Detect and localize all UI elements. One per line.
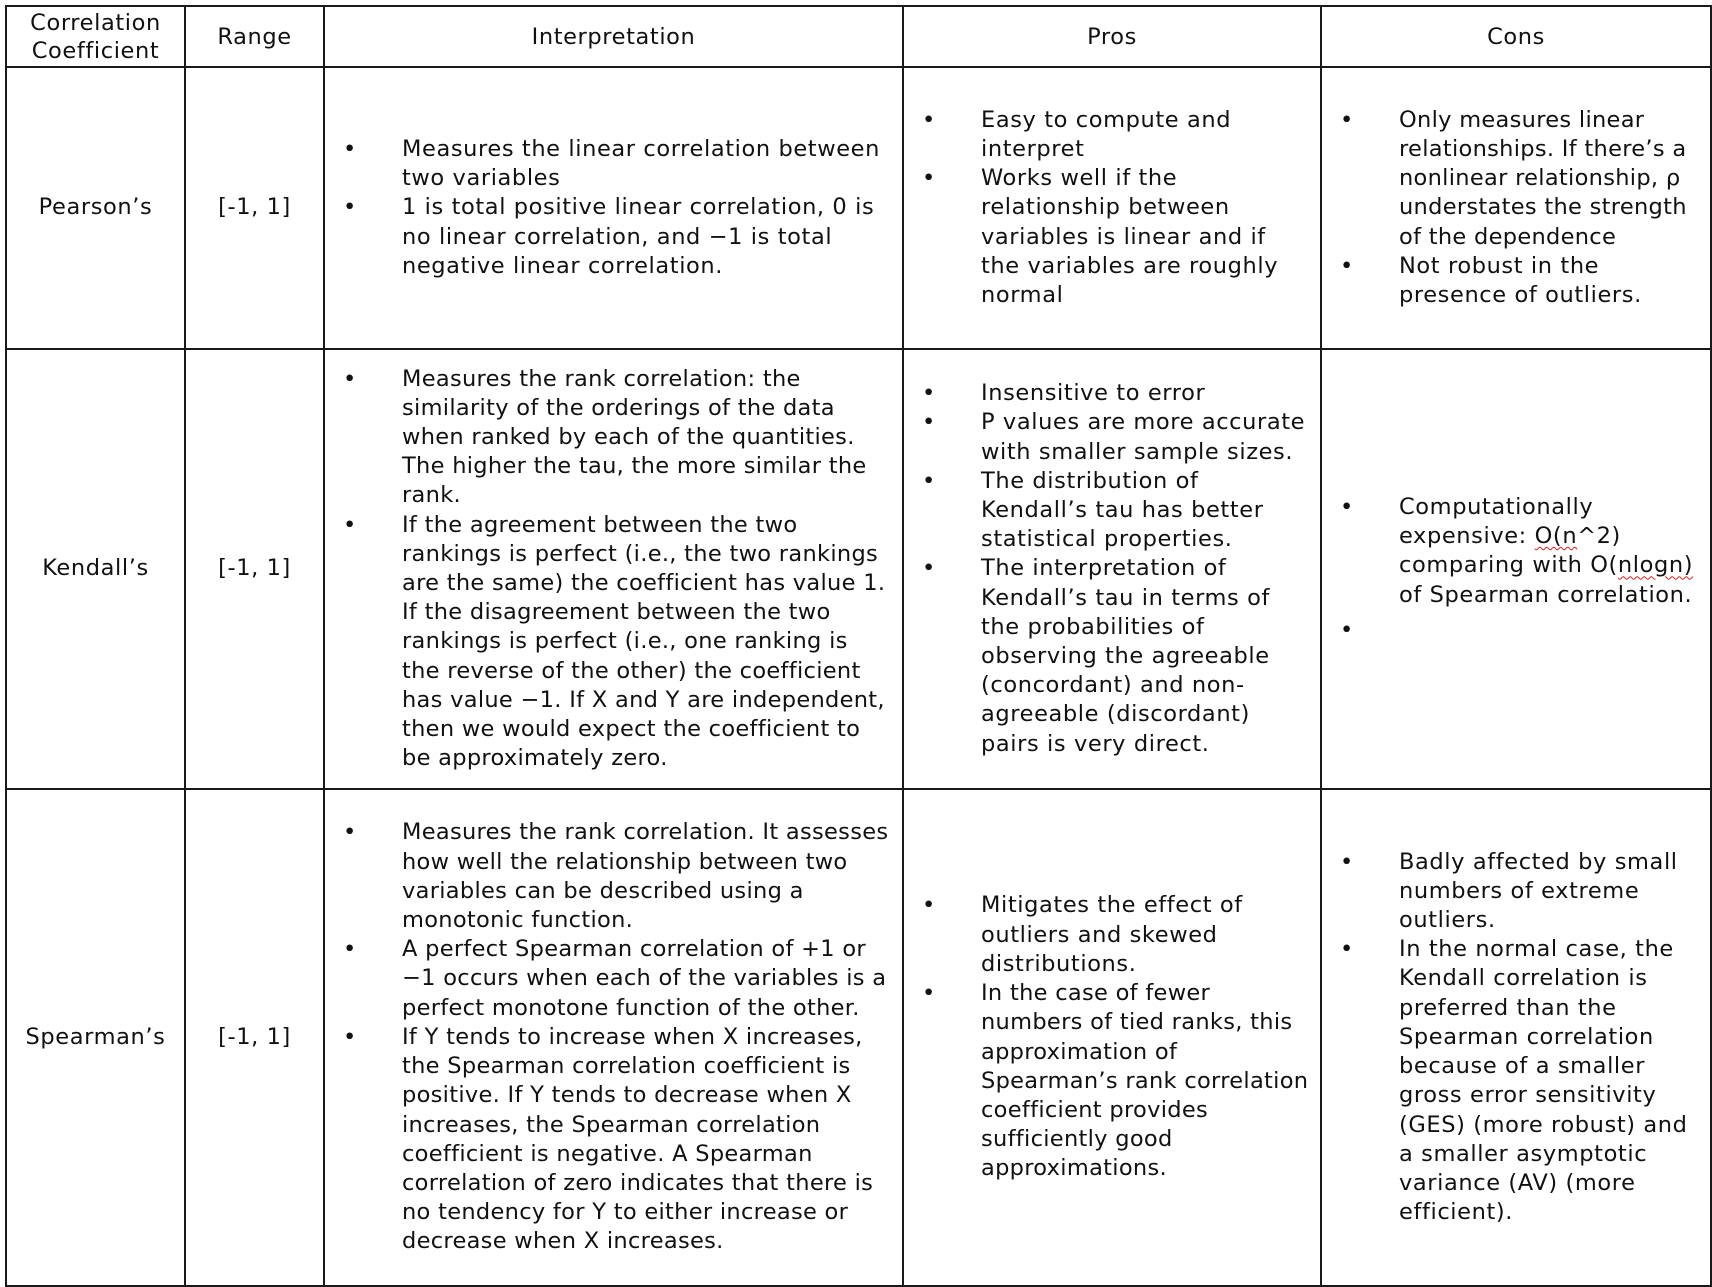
header-pros: Pros bbox=[903, 6, 1321, 67]
pros-cell bbox=[903, 67, 1321, 349]
list-item: • Not robust in the presence of outliers. bbox=[1322, 252, 1710, 310]
coefficient-range: [-1, 1] bbox=[185, 67, 324, 349]
coefficient-name: Kendall’s bbox=[6, 349, 185, 789]
list-item: • The distribution of Kendall’s tau has better statistical properties. bbox=[904, 467, 1320, 555]
list-item: • Only measures linear relationships. If there’s a nonlinear relationship, ρ understates the strength of the dependence bbox=[1322, 106, 1710, 252]
pros-list bbox=[904, 379, 1320, 759]
correlation-comparison-table bbox=[5, 5, 1712, 1287]
spellcheck-underline: O(n bbox=[1534, 523, 1578, 550]
list-item: • 1 is total positive linear correlation, 0 is no linear correlation, and −1 is total negative linear correlation. bbox=[325, 193, 902, 281]
list-item: • In the normal case, the Kendall correlation is preferred than the Spearman correlation because of a smaller gross error sensitivity (GES) (more robust) and a smaller asymptotic variance (AV) (more efficient). bbox=[1322, 935, 1710, 1227]
pros-cell bbox=[903, 789, 1321, 1286]
list-item: • Badly affected by small numbers of extreme outliers. bbox=[1322, 848, 1710, 936]
header-coefficient: Correlation Coefficient bbox=[6, 6, 185, 67]
cons-list bbox=[1322, 493, 1710, 645]
header-row bbox=[6, 6, 1711, 67]
cons-list bbox=[1322, 106, 1710, 310]
list-item: • Computationally expensive: O(n^2) comparing with O(nlogn) of Spearman correlation. bbox=[1322, 493, 1710, 610]
coefficient-range: [-1, 1] bbox=[185, 789, 324, 1286]
header-range: Range bbox=[185, 6, 324, 67]
table-row-kendall bbox=[6, 349, 1711, 789]
list-item: • Mitigates the effect of outliers and skewed distributions. bbox=[904, 891, 1320, 979]
list-item: • Measures the rank correlation: the similarity of the orderings of the data when ranked by each of the quantities. The higher the tau, the more similar the rank. bbox=[325, 365, 902, 511]
cons-cell bbox=[1321, 349, 1711, 789]
interpretation-list bbox=[325, 818, 902, 1256]
interpretation-list bbox=[325, 135, 902, 281]
header-cons: Cons bbox=[1321, 6, 1711, 67]
interpretation-cell bbox=[324, 67, 903, 349]
coefficient-name: Pearson’s bbox=[6, 67, 185, 349]
list-item: • Measures the rank correlation. It assesses how well the relationship between two variables can be described using a monotonic function. bbox=[325, 818, 902, 935]
cons-list bbox=[1322, 848, 1710, 1228]
cons-cell bbox=[1321, 789, 1711, 1286]
interpretation-cell bbox=[324, 789, 903, 1286]
table-row-spearman bbox=[6, 789, 1711, 1286]
list-item: • P values are more accurate with smaller sample sizes. bbox=[904, 408, 1320, 466]
list-item-empty bbox=[1322, 616, 1710, 645]
coefficient-range: [-1, 1] bbox=[185, 349, 324, 789]
list-item: • Works well if the relationship between variables is linear and if the variables are roughly normal bbox=[904, 164, 1320, 310]
pros-cell bbox=[903, 349, 1321, 789]
list-item: • The interpretation of Kendall’s tau in terms of the probabilities of observing the agreeable (concordant) and non-agreeable (discordant) pairs is very direct. bbox=[904, 554, 1320, 758]
cons-cell bbox=[1321, 67, 1711, 349]
spellcheck-underline: nlogn) bbox=[1617, 552, 1694, 579]
list-item: • Easy to compute and interpret bbox=[904, 106, 1320, 164]
list-item: • If the agreement between the two rankings is perfect (i.e., the two rankings are the same) the coefficient has value 1. If the disagreement between the two rankings is perfect (i.e., one ranking is the reverse of the other) the coefficient has value −1. If X and Y are independent, then we would expect the coefficient to be approximately zero. bbox=[325, 511, 902, 774]
header-interpretation: Interpretation bbox=[324, 6, 903, 67]
pros-list bbox=[904, 106, 1320, 310]
coefficient-name: Spearman’s bbox=[6, 789, 185, 1286]
list-item: • A perfect Spearman correlation of +1 or −1 occurs when each of the variables is a perfect monotone function of the other. bbox=[325, 935, 902, 1023]
list-item: • Insensitive to error bbox=[904, 379, 1320, 408]
pros-list bbox=[904, 891, 1320, 1183]
list-item: • If Y tends to increase when X increases, the Spearman correlation coefficient is positive. If Y tends to decrease when X increases, the Spearman correlation coefficient is negative. A Spearman correlation of zero indicates that there is no tendency for Y to either increase or decrease when X increases. bbox=[325, 1023, 902, 1257]
list-item: • Measures the linear correlation between two variables bbox=[325, 135, 902, 193]
list-item: • In the case of fewer numbers of tied ranks, this approximation of Spearman’s rank correlation coefficient provides sufficiently good approximations. bbox=[904, 979, 1320, 1183]
interpretation-list bbox=[325, 365, 902, 774]
table-row-pearson bbox=[6, 67, 1711, 349]
interpretation-cell bbox=[324, 349, 903, 789]
